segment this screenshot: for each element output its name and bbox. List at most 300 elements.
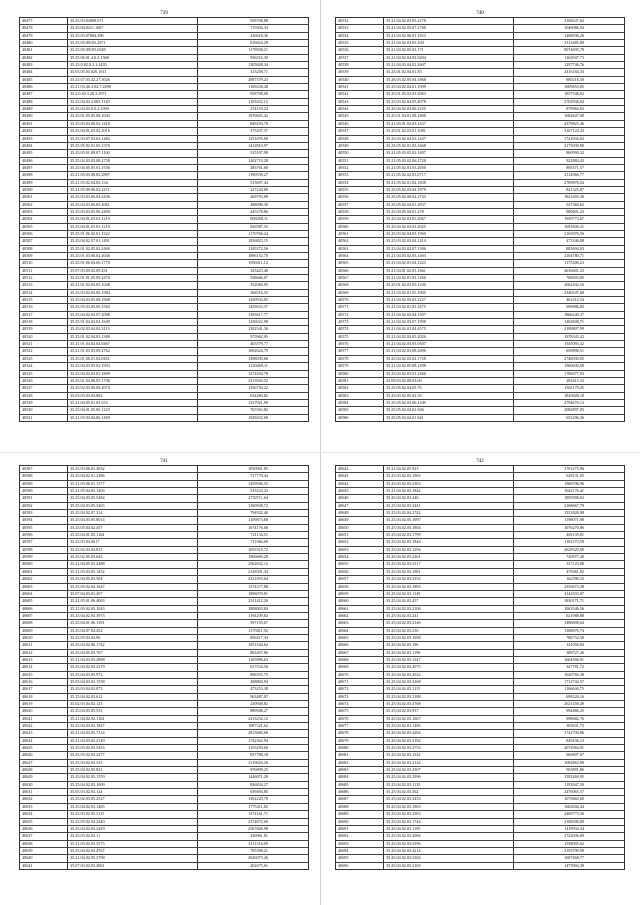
row-code-cell: 35.25.05.02.03.2277	[68, 752, 198, 758]
row-amount-cell: 2167124,43	[564, 128, 584, 134]
row-id-cell: 40545	[336, 113, 384, 119]
document-page	[330, 10, 630, 422]
row-id-cell: 40497	[20, 165, 68, 171]
table-row	[20, 378, 308, 385]
table-row	[336, 143, 624, 150]
row-id-cell: 40501	[20, 194, 68, 200]
row-code-cell: 35.21.04.05.03.2488	[68, 561, 198, 567]
document-page	[14, 458, 314, 870]
table-row	[20, 128, 308, 135]
table-row	[336, 642, 624, 649]
row-code-cell: 35.25.05.02.03.11	[68, 833, 198, 839]
row-code-cell: 35.25.02.05.03.643	[68, 554, 198, 560]
row-amount-cell: 313258,71	[250, 69, 268, 75]
row-amount-cell: 816824,29	[250, 40, 268, 46]
row-amount-cell: 1960630,09	[564, 363, 584, 369]
row-id-cell: 40651	[336, 532, 384, 538]
row-amount-cell: 1076270,86	[564, 524, 584, 530]
table-row	[336, 796, 624, 803]
row-amount-cell: 2168306,80	[564, 818, 584, 824]
row-id-cell: 40627	[20, 760, 68, 766]
row-amount-cell: 368516,55	[250, 289, 268, 295]
row-code-cell: 35.21.04.02.03.03.2227	[384, 297, 514, 303]
row-code-cell: 35.25.03.02.04.03.1437	[384, 136, 514, 142]
row-id-cell: 40532	[336, 18, 384, 24]
row-amount-cell: 2321693,64	[248, 576, 268, 582]
table-row	[20, 760, 308, 767]
table-row	[20, 400, 308, 407]
row-code-cell: 35.25.04.02.05.821	[68, 767, 198, 773]
row-amount-cell: 1446071,20	[248, 774, 268, 780]
row-code-cell: 35.25.03.04.02.873	[68, 686, 198, 692]
row-id-cell: 40582	[336, 385, 384, 391]
row-code-cell: 35.25.05.03.04.01.941	[384, 415, 514, 421]
row-code-cell: 35.25.04.01.06.1391	[68, 620, 198, 626]
row-amount-cell: 337123,08	[566, 561, 584, 567]
table-row	[20, 47, 308, 54]
ledger-table	[335, 17, 625, 422]
row-amount-cell: 1256022,98	[248, 319, 268, 325]
row-amount-cell: 1896152,70	[248, 253, 268, 258]
row-id-cell: 40575	[336, 334, 384, 340]
row-amount-cell: 2621458,49	[564, 701, 584, 706]
row-id-cell: 40491	[20, 121, 68, 127]
row-id-cell: 40573	[336, 319, 384, 325]
table-row	[336, 407, 624, 414]
row-id-cell: 40478	[20, 25, 68, 31]
row-id-cell: 40691	[336, 826, 384, 832]
row-code-cell: 35.25.01.04.06.05.1706	[68, 378, 198, 384]
table-row	[336, 481, 624, 488]
row-id-cell: 40531	[20, 415, 68, 421]
table-row	[336, 547, 624, 554]
row-id-cell: 40640	[20, 855, 68, 861]
row-amount-cell: 2629329,99	[564, 546, 584, 552]
table-row	[336, 33, 624, 40]
row-code-cell: 35.25.04.02.03.1803	[384, 804, 514, 810]
row-code-cell: 35.25.04.02.03.3188	[384, 694, 514, 700]
row-amount-cell: 1050901,85	[248, 466, 268, 471]
row-amount-cell: 1966669,20	[248, 554, 268, 560]
row-amount-cell: 2082897,05	[564, 407, 584, 413]
table-row	[20, 136, 308, 143]
row-amount-cell: 885694,03	[566, 245, 584, 251]
table-row	[20, 532, 308, 539]
table-row	[336, 848, 624, 855]
table-row	[20, 591, 308, 598]
row-amount-cell: 4142333,07	[564, 590, 584, 596]
table-row	[20, 628, 308, 635]
row-amount-cell: 1178938,21	[248, 47, 268, 53]
row-amount-cell: 765563,82	[250, 407, 268, 413]
row-code-cell: 35.05.03.02.03.124	[68, 789, 198, 795]
row-id-cell: 40604	[20, 591, 68, 597]
row-amount-cell: 1374377,88	[248, 583, 268, 589]
table-row	[336, 554, 624, 561]
row-code-cell: 35.25.04.03.05.02.1993	[68, 363, 198, 369]
table-row	[336, 371, 624, 378]
row-amount-cell: 2374672,06	[248, 818, 268, 824]
row-amount-cell: 2567668,98	[248, 825, 268, 831]
row-id-cell: 40503	[20, 209, 68, 215]
row-amount-cell: 1274294,78	[248, 370, 268, 376]
row-amount-cell: 2469775,56	[564, 811, 584, 817]
table-row	[20, 194, 308, 201]
row-id-cell: 40649	[336, 517, 384, 523]
row-amount-cell: 837788,10	[250, 752, 268, 758]
table-row	[20, 165, 308, 172]
row-id-cell: 40493	[20, 136, 68, 142]
row-amount-cell: 1742934,02	[564, 135, 584, 141]
row-id-cell: 40579	[336, 363, 384, 369]
row-amount-cell: 2113485,80	[564, 40, 584, 46]
table-row	[336, 723, 624, 730]
row-amount-cell: 2813660,68	[248, 730, 268, 736]
row-id-cell: 40621	[20, 716, 68, 722]
row-code-cell: 35.25.04.02.03.3182	[384, 738, 514, 744]
row-code-cell: 35.25.04.02.03.06.2255	[384, 106, 514, 112]
table-row	[336, 473, 624, 480]
table-row	[20, 841, 308, 848]
table-row	[20, 642, 308, 649]
row-id-cell: 40685	[336, 782, 384, 788]
table-row	[336, 180, 624, 187]
row-id-cell: 40680	[336, 745, 384, 751]
row-code-cell: 35.21.04.02.02.1164	[68, 716, 198, 722]
table-row	[20, 503, 308, 510]
row-id-cell: 40595	[20, 525, 68, 531]
row-id-cell: 40585	[336, 407, 384, 413]
row-id-cell: 40583	[336, 393, 384, 399]
table-row	[336, 591, 624, 598]
row-code-cell: 35.25.03.04.06.02.1410	[68, 121, 198, 127]
row-id-cell: 40527	[20, 385, 68, 391]
table-row	[20, 91, 308, 98]
row-amount-cell: 998682,76	[566, 715, 584, 721]
row-id-cell: 40519	[20, 326, 68, 332]
row-amount-cell: 473253,38	[250, 686, 268, 692]
page-gutter-horizontal	[0, 452, 640, 453]
table-row	[336, 297, 624, 304]
row-amount-cell: 1075665,60	[564, 796, 584, 802]
row-amount-cell: 1120469,11	[248, 363, 268, 369]
row-id-cell: 40664	[336, 628, 384, 634]
table-row	[336, 628, 624, 635]
row-id-cell: 40638	[20, 841, 68, 847]
table-row	[20, 334, 308, 341]
row-id-cell: 40644	[336, 481, 384, 487]
table-row	[20, 18, 308, 25]
row-code-cell: 35.25.04.02.03.2124	[384, 760, 514, 766]
table-row	[20, 657, 308, 664]
row-code-cell: 35.25.04.02.03.2022	[384, 672, 514, 678]
row-amount-cell: 1063546,56	[564, 605, 584, 611]
row-amount-cell: 1162947,73	[564, 54, 584, 60]
row-amount-cell: 461212,54	[566, 297, 584, 303]
row-code-cell: 35.25.04.02.03.230	[384, 628, 514, 634]
row-id-cell: 40487	[20, 91, 68, 97]
row-amount-cell: 2114966,77	[564, 172, 584, 178]
row-amount-cell: 719304,34	[250, 25, 268, 31]
table-row	[20, 231, 308, 238]
row-code-cell: 35.21.05.09.06.02.2471	[68, 187, 198, 193]
table-row	[20, 584, 308, 591]
row-id-cell: 40647	[336, 503, 384, 509]
row-code-cell: 35.25.04.02.03.3304	[384, 855, 514, 861]
table-row	[20, 767, 308, 774]
row-amount-cell: 597159,67	[250, 620, 268, 626]
row-code-cell: 35.25.01.02.04.03.1388	[68, 334, 198, 340]
row-id-cell: 40671	[336, 679, 384, 685]
row-amount-cell: 426618,36	[250, 32, 268, 38]
table-row	[20, 510, 308, 517]
row-id-cell: 40683	[336, 767, 384, 773]
row-id-cell: 40577	[336, 348, 384, 354]
row-amount-cell: 849236,13	[566, 737, 584, 743]
row-id-cell: 40659	[336, 591, 384, 597]
row-code-cell: 35.21.03.01.02.03.1437	[384, 121, 514, 127]
table-row	[336, 752, 624, 759]
row-id-cell: 40601	[20, 569, 68, 575]
row-id-cell: 40600	[20, 561, 68, 567]
row-amount-cell: 3111316,09	[248, 840, 268, 846]
row-code-cell: 35.07.04.03.01.207	[68, 591, 198, 597]
table-row	[20, 348, 308, 355]
row-id-cell: 40529	[20, 400, 68, 406]
row-id-cell: 40674	[336, 701, 384, 707]
row-code-cell: 35.21.04.02.03.05.104	[384, 40, 514, 46]
table-row	[20, 598, 308, 605]
table-row	[336, 811, 624, 818]
row-amount-cell: 1082863,89	[564, 759, 584, 765]
row-code-cell: 35.21.04.02.01.04.4575	[384, 326, 514, 332]
row-code-cell: 35.21.03.02.01.05.1905	[384, 290, 514, 296]
table-row	[20, 620, 308, 627]
row-id-cell: 40626	[20, 752, 68, 758]
row-id-cell: 40568	[336, 282, 384, 288]
row-amount-cell: 3119024,26	[248, 759, 268, 765]
table-row	[20, 606, 308, 613]
row-code-cell: 35.25.02.03.03.08.2758	[68, 158, 198, 164]
row-amount-cell: 1609653,85	[564, 84, 584, 90]
row-amount-cell: 1165996,63	[248, 656, 268, 662]
table-row	[336, 393, 624, 400]
row-code-cell: 35.25.04.02.03.05.2067	[384, 216, 514, 222]
row-amount-cell: 628131,05	[566, 473, 584, 479]
row-code-cell: 35.25.04.02.03.2583	[384, 811, 514, 817]
row-code-cell: 35.25.04.02.03.1893	[384, 584, 514, 590]
row-amount-cell: 1455633,37	[248, 304, 268, 310]
row-amount-cell: 1106636,75	[564, 686, 584, 692]
row-amount-cell: 2313943,52	[248, 377, 268, 383]
row-id-cell: 40480	[20, 40, 68, 46]
table-row	[336, 25, 624, 32]
table-row	[336, 209, 624, 216]
row-code-cell: 35.25.01.02.04.01.83	[384, 69, 514, 75]
table-row	[336, 224, 624, 231]
row-code-cell: 35.23.03.02.03.06.1984	[68, 290, 198, 296]
row-amount-cell: 841325,87	[566, 186, 584, 192]
row-amount-cell: 523224,23	[250, 488, 268, 494]
row-code-cell: 35.25.04.02.03.1698	[384, 635, 514, 641]
row-amount-cell: 1250934,85	[248, 297, 268, 303]
row-amount-cell: 863457,86	[250, 649, 268, 655]
row-code-cell: 35.25.04.01.03.02.1219	[68, 216, 198, 222]
row-code-cell: 35.25.04.02.03.2066	[384, 833, 514, 839]
row-amount-cell: 2687379,23	[248, 76, 268, 82]
row-amount-cell: 325423,40	[250, 267, 268, 273]
ledger-table	[19, 17, 309, 422]
row-id-cell: 40603	[20, 584, 68, 590]
table-row	[336, 106, 624, 113]
row-id-cell: 40538	[336, 62, 384, 68]
table-row	[20, 238, 308, 245]
row-code-cell: 35.25.01.04.03.04.1649	[68, 319, 198, 325]
row-amount-cell: 268804,94	[250, 678, 268, 684]
row-id-cell: 40518	[20, 319, 68, 325]
row-id-cell: 40642	[336, 466, 384, 472]
table-row	[20, 694, 308, 701]
table-row	[20, 789, 308, 796]
row-amount-cell: 1775411,82	[248, 803, 268, 809]
row-id-cell: 40559	[336, 216, 384, 222]
row-code-cell: 35.25.04.02.03.4768	[384, 701, 514, 707]
row-code-cell: 35.25.04.02.03.2379	[68, 664, 198, 670]
row-id-cell: 40576	[336, 341, 384, 347]
row-amount-cell: 900401,23	[566, 208, 584, 214]
row-amount-cell: 1664566,91	[564, 656, 584, 662]
row-id-cell: 40516	[20, 304, 68, 310]
row-amount-cell: 1642176,41	[564, 488, 584, 494]
row-code-cell: 35.25.05.02.03.5453	[68, 745, 198, 751]
row-id-cell: 40596	[20, 532, 68, 538]
row-id-cell: 40496	[20, 158, 68, 164]
row-code-cell: 35.25.03.07.03.02.1482	[68, 136, 198, 142]
row-code-cell: 35.21.04.02.05.07.2768	[384, 25, 514, 31]
row-amount-cell: 2476065,57	[564, 789, 584, 795]
row-code-cell: 35.21.05.03.05.1432	[68, 569, 198, 575]
row-code-cell: 35.25.04.02.05.1559	[68, 774, 198, 780]
row-id-cell: 40607	[20, 613, 68, 619]
row-code-cell: 35.21.04.02.03.04.1507	[384, 312, 514, 318]
table-row	[20, 517, 308, 524]
row-amount-cell: 1190539,27	[248, 172, 268, 178]
table-row	[20, 664, 308, 671]
row-amount-cell: 1821493,30	[564, 194, 584, 200]
table-row	[336, 606, 624, 613]
row-code-cell: 35.21.05.02.03.3573	[68, 841, 198, 847]
row-id-cell: 40587	[20, 466, 68, 472]
table-row	[336, 385, 624, 392]
row-id-cell: 40616	[20, 679, 68, 685]
table-row	[20, 473, 308, 480]
row-id-cell: 40524	[20, 363, 68, 369]
table-row	[20, 708, 308, 715]
row-amount-cell: 375437,37	[250, 128, 268, 134]
row-id-cell: 40650	[336, 525, 384, 531]
row-id-cell: 40591	[20, 495, 68, 501]
row-code-cell: 35.25.04.04.2.065.1120	[68, 99, 198, 105]
row-code-cell: 35.25.04.03.05.8014	[68, 517, 198, 523]
row-id-cell: 40593	[20, 510, 68, 516]
row-code-cell: 35.21.04.03.03.2898	[68, 657, 198, 663]
page-number: 740	[476, 11, 484, 16]
row-amount-cell: 2750711,64	[248, 495, 268, 501]
ledger-table	[335, 465, 625, 870]
row-id-cell: 40517	[20, 312, 68, 318]
table-row	[336, 348, 624, 355]
row-id-cell: 40536	[336, 47, 384, 53]
row-amount-cell: 1198071,98	[564, 517, 584, 523]
table-row	[336, 488, 624, 495]
table-row	[336, 47, 624, 54]
row-code-cell: 35.21.04.03.04.02.2607	[384, 62, 514, 68]
row-code-cell: 35.25.04.02.03.1542	[384, 752, 514, 758]
row-amount-cell: 445278,86	[250, 208, 268, 214]
table-row	[336, 40, 624, 47]
row-code-cell: 35.25.04.02.03.07.2098	[68, 312, 198, 318]
row-amount-cell: 1395617,77	[248, 311, 268, 317]
table-row	[20, 268, 308, 275]
row-code-cell: 35.25.04.02.07.314	[68, 510, 198, 516]
row-code-cell: 35.25.04.02.03.937	[384, 708, 514, 714]
row-amount-cell: 711066,69	[250, 539, 268, 545]
row-amount-cell: 1402848,71	[564, 319, 584, 325]
row-code-cell: 35.21.04.02.03.05.2026	[384, 334, 514, 340]
row-id-cell: 40489	[20, 106, 68, 112]
row-amount-cell: 856417,34	[250, 634, 268, 640]
row-code-cell: 35.25.01.05.05.08.1043	[68, 113, 198, 119]
row-id-cell: 40505	[20, 224, 68, 230]
row-amount-cell: 2163976,56	[564, 230, 584, 236]
row-code-cell: 35.03.05.03.026.1611	[68, 69, 198, 75]
row-id-cell: 40648	[336, 510, 384, 516]
row-id-cell: 40499	[20, 180, 68, 186]
table-row	[336, 62, 624, 69]
row-amount-cell: 1939773,67	[564, 216, 584, 222]
row-amount-cell: 666807,67	[566, 752, 584, 758]
row-id-cell: 40681	[336, 752, 384, 758]
row-id-cell: 40628	[20, 767, 68, 773]
table-row	[336, 525, 624, 532]
row-id-cell: 40645	[336, 488, 384, 494]
table-row	[336, 136, 624, 143]
row-code-cell: 35.25.03.02.04.03.1960	[384, 231, 514, 237]
table-row	[20, 730, 308, 737]
table-row	[336, 826, 624, 833]
row-amount-cell: 1895908,02	[564, 495, 584, 501]
row-amount-cell: 352060,95	[250, 282, 268, 288]
row-id-cell: 40512	[20, 275, 68, 281]
row-amount-cell: 975962,05	[250, 333, 268, 339]
row-amount-cell: 1701275,96	[564, 466, 584, 471]
row-id-cell: 40520	[20, 334, 68, 340]
row-id-cell: 40534	[336, 33, 384, 39]
row-id-cell: 40670	[336, 672, 384, 678]
row-code-cell: 35.25.04.02.03.3352	[384, 576, 514, 582]
table-row	[336, 650, 624, 657]
row-amount-cell: 1193947,30	[564, 781, 584, 787]
table-row	[20, 106, 308, 113]
row-id-cell: 40500	[20, 187, 68, 193]
row-amount-cell: 2189807,99	[564, 326, 584, 332]
table-row	[336, 378, 624, 385]
row-amount-cell: 1486698,64	[564, 620, 584, 626]
table-row	[20, 77, 308, 84]
row-id-cell: 40588	[20, 473, 68, 479]
row-amount-cell: 1160938,72	[248, 502, 268, 508]
row-amount-cell: 958708,88	[250, 18, 268, 23]
